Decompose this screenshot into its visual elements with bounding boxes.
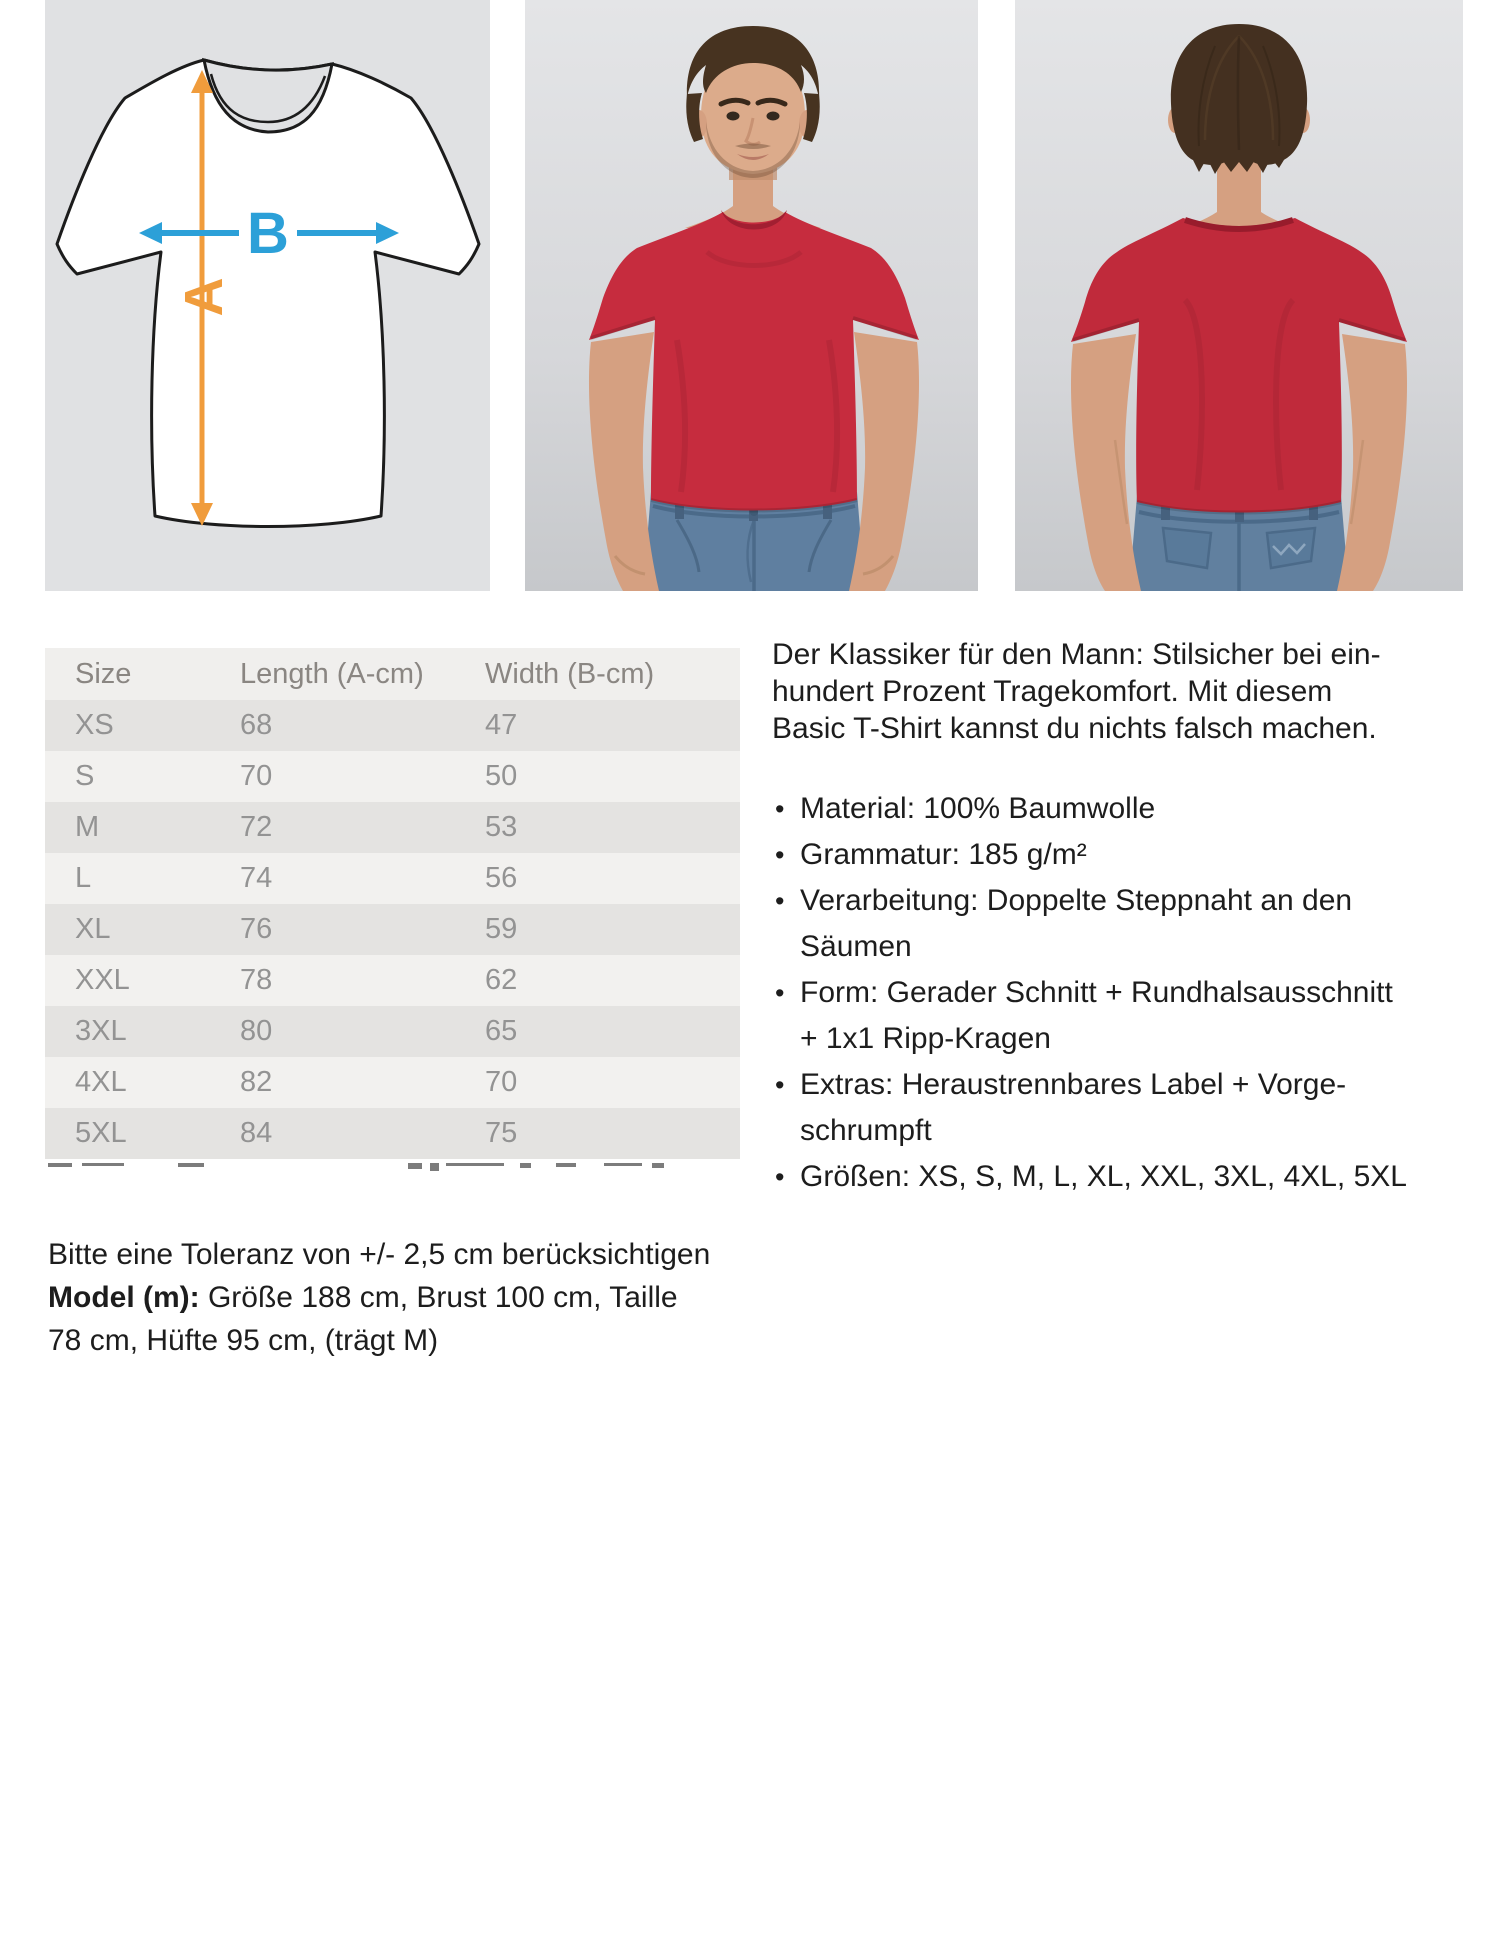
cell-size: 5XL bbox=[75, 1117, 127, 1149]
left-back-pocket bbox=[1163, 528, 1211, 568]
feature-list bbox=[772, 786, 1482, 1200]
model-label: Model (m): bbox=[48, 1281, 200, 1314]
feature-item bbox=[772, 970, 1482, 1062]
model-info-line1 bbox=[48, 1276, 688, 1319]
intro-line: Der Klassiker für den Mann: Stilsicher bei ein- bbox=[772, 638, 1381, 671]
feature-item bbox=[772, 1154, 1482, 1200]
model-back-photo bbox=[1015, 0, 1463, 591]
table-clipped-row-artifact bbox=[48, 1163, 708, 1175]
description-intro bbox=[772, 636, 1482, 747]
cell-width: 65 bbox=[485, 1015, 518, 1047]
cell-size: XL bbox=[75, 913, 111, 945]
cell-length: 70 bbox=[240, 760, 273, 792]
cell-length: 80 bbox=[240, 1015, 273, 1047]
measurement-notes bbox=[48, 1233, 711, 1362]
label-b: B bbox=[247, 201, 289, 266]
cell-length: 74 bbox=[240, 862, 273, 894]
feature-item-text: • Extras: Heraustrennbares Label + Vorge- schrumpft bbox=[800, 1068, 1347, 1147]
tshirt-diagram-graphic bbox=[45, 0, 490, 591]
product-description bbox=[772, 636, 1482, 1200]
cell-width: 62 bbox=[485, 964, 518, 996]
table-row bbox=[45, 853, 740, 904]
cell-size: S bbox=[75, 760, 95, 792]
model-back-graphic bbox=[1015, 0, 1463, 591]
cell-length: 82 bbox=[240, 1066, 273, 1098]
cell-size: M bbox=[75, 811, 100, 843]
cell-width: 75 bbox=[485, 1117, 518, 1149]
cell-width: 56 bbox=[485, 862, 518, 894]
feature-item-text: • Grammatur: 185 g/m² bbox=[800, 838, 1087, 871]
size-table bbox=[45, 648, 740, 1159]
column-header-width: Width (B-cm) bbox=[485, 657, 655, 690]
table-row bbox=[45, 751, 740, 802]
cell-width: 50 bbox=[485, 760, 518, 792]
cell-size: XS bbox=[75, 709, 114, 741]
cell-size: 4XL bbox=[75, 1066, 127, 1098]
left-eye bbox=[727, 112, 740, 121]
cell-length: 72 bbox=[240, 811, 273, 843]
model-front-photo bbox=[525, 0, 978, 591]
size-table-header bbox=[45, 648, 740, 700]
cell-size: L bbox=[75, 862, 92, 894]
intro-line: Basic T-Shirt kannst du nichts falsch machen. bbox=[772, 712, 1377, 745]
feature-item-text: • Größen: XS, S, M, L, XL, XXL, 3XL, 4XL, 5XL bbox=[800, 1160, 1407, 1193]
feature-item-text: • Material: 100% Baumwolle bbox=[800, 792, 1156, 825]
cell-length: 78 bbox=[240, 964, 273, 996]
column-header-size: Size bbox=[75, 657, 132, 690]
size-table-body bbox=[45, 700, 740, 1159]
cell-width: 47 bbox=[485, 709, 518, 741]
feature-item-text: • Form: Gerader Schnitt + Rundhalsausschnitt + 1x1 Ripp-Kragen bbox=[800, 976, 1393, 1055]
feature-item bbox=[772, 786, 1482, 832]
table-row bbox=[45, 700, 740, 751]
tshirt-measurement-diagram bbox=[45, 0, 490, 591]
model-hair-back bbox=[1171, 24, 1307, 174]
cell-width: 53 bbox=[485, 811, 518, 843]
cell-size: XXL bbox=[75, 964, 130, 996]
table-row bbox=[45, 802, 740, 853]
table-row bbox=[45, 955, 740, 1006]
cell-size: 3XL bbox=[75, 1015, 127, 1047]
table-row bbox=[45, 1108, 740, 1159]
feature-item bbox=[772, 832, 1482, 878]
feature-item bbox=[772, 878, 1482, 970]
model-front-graphic bbox=[525, 0, 978, 591]
cell-length: 68 bbox=[240, 709, 273, 741]
cell-length: 84 bbox=[240, 1117, 273, 1149]
model-info-line2: 78 cm, Hüfte 95 cm, (trägt M) bbox=[48, 1324, 439, 1357]
tolerance-note: Bitte eine Toleranz von +/- 2,5 cm berücksichtigen bbox=[48, 1238, 711, 1271]
right-eye bbox=[767, 112, 780, 121]
label-a: A bbox=[174, 277, 234, 317]
column-header-length: Length (A-cm) bbox=[240, 657, 424, 690]
intro-line: hundert Prozent Tragekomfort. Mit diesem bbox=[772, 675, 1333, 708]
table-row bbox=[45, 1006, 740, 1057]
table-row bbox=[45, 1057, 740, 1108]
model-measurements: Größe 188 cm, Brust 100 cm, Taille bbox=[199, 1281, 678, 1314]
cell-width: 70 bbox=[485, 1066, 518, 1098]
feature-item bbox=[772, 1062, 1482, 1154]
table-row bbox=[45, 904, 740, 955]
cell-length: 76 bbox=[240, 913, 273, 945]
cell-width: 59 bbox=[485, 913, 518, 945]
feature-item-text: • Verarbeitung: Doppelte Steppnaht an den Säumen bbox=[800, 884, 1353, 963]
